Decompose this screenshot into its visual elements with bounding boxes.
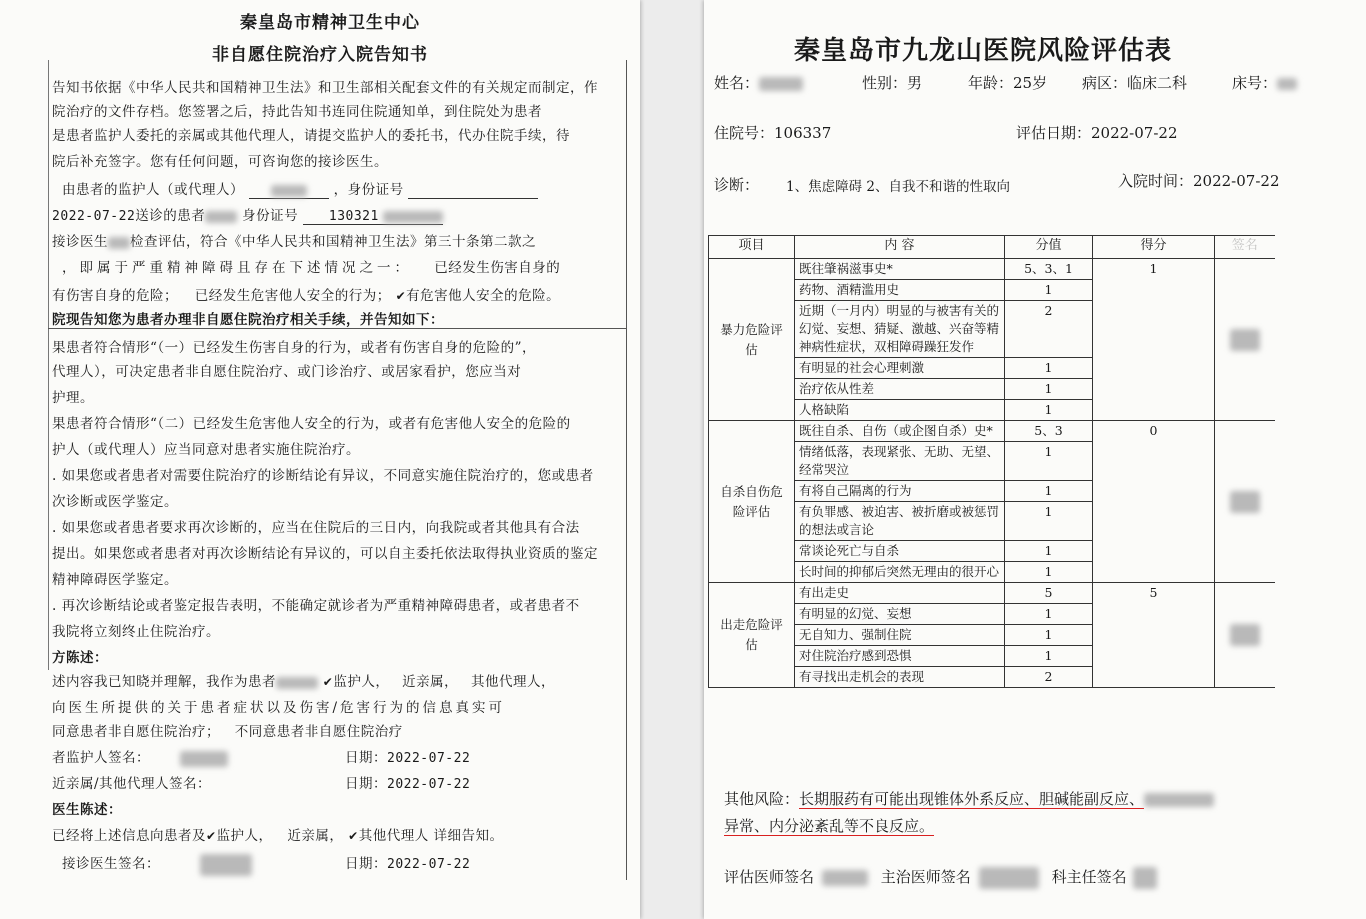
guardian-line: [62, 178, 538, 199]
redacted-signature: [822, 870, 868, 886]
item-value: 2: [1005, 667, 1093, 688]
item-value: 1: [1005, 481, 1093, 502]
option-self-harm-risk: 有伤害自身的危险；: [52, 288, 178, 304]
option-other-agent: 其他代理人: [358, 828, 429, 844]
notice-item: 我院将立刻终止住院治疗。: [52, 624, 220, 640]
bed-label: 床号：: [1232, 74, 1278, 92]
diagnosis-options: [52, 284, 560, 304]
item-content: 情绪低落，表现紧张、无助、无望、经常哭泣: [795, 442, 1005, 481]
item-value: 1: [1005, 604, 1093, 625]
relative-sign-label: 近亲属/其他代理人签名：: [52, 776, 212, 792]
category-suicide: 自杀自伤危险评估: [709, 421, 795, 583]
intro-line: 院治疗的文件存档。您签署之后，持此告知书连同住院通知单，到住院处为患者: [52, 104, 542, 120]
sent-line: [52, 204, 443, 225]
option-guardian: 监护人，: [216, 828, 273, 844]
guardian-date: [345, 746, 470, 766]
option-harm-others-done: 已经发生危害他人安全的行为；: [194, 288, 391, 304]
notice-item: . 再次诊断结论或者鉴定报告表明，不能确定就诊者为严重精神障碍患者，或者患者不: [52, 598, 580, 614]
signature-footer: [724, 866, 1157, 889]
header-item: 项目: [709, 236, 795, 259]
redacted-id: [383, 211, 443, 223]
diagnosis-label: 诊断：: [714, 176, 760, 194]
diagnosis-line: [52, 230, 536, 250]
statement-text: 述内容我已知晓并理解，我作为患者: [52, 674, 276, 690]
notice-item: 代理人），可决定患者非自愿住院治疗、或门诊治疗、或居家看护，您应当对: [52, 364, 522, 380]
statement-line: [52, 670, 555, 690]
doctor-sign-label: 接诊医生签名：: [62, 856, 160, 872]
item-value: 5、3: [1005, 421, 1093, 442]
item-value: 5、3、1: [1005, 259, 1093, 280]
risk-assessment-table: [708, 235, 1275, 688]
option-harm-others-risk: 有危害他人安全的危险。: [406, 288, 561, 304]
option-self-harm-done: 已经发生伤害自身的: [434, 260, 561, 276]
sent-text: 送诊的患者: [135, 208, 206, 224]
item-content: 有寻找出走机会的表现: [795, 667, 1005, 688]
gender-field: 性别：男: [862, 74, 923, 92]
other-risk-line: [724, 788, 1214, 809]
check-mark-icon: ✔: [322, 675, 334, 689]
date-label: 日期：: [345, 750, 387, 766]
informed-notice-page: [0, 0, 640, 919]
section-score: 1: [1093, 259, 1215, 421]
header-signature-text: 签名: [1231, 238, 1258, 253]
item-value: 1: [1005, 280, 1093, 301]
page-edge-line: [626, 60, 627, 880]
item-content: 人格缺陷: [795, 400, 1005, 421]
doctor-text-tail: 详细告知。: [433, 828, 504, 844]
redacted-signature: [200, 854, 252, 876]
signature-cell: [1215, 259, 1275, 421]
option-relative: 近亲属，: [287, 828, 344, 844]
item-value: 2: [1005, 301, 1093, 358]
ward-field: 病区：临床二科: [1082, 74, 1188, 92]
page-edge-line: [48, 60, 49, 670]
redacted-text: [1144, 793, 1214, 807]
item-value: 1: [1005, 442, 1093, 481]
item-value: 5: [1005, 583, 1093, 604]
item-content: 有明显的幻觉、妄想: [795, 604, 1005, 625]
patient-id-field: [303, 208, 443, 225]
item-content: 近期（一月内）明显的与被害有关的幻觉、妄想、猜疑、激越、兴奋等精神病性症状，双相障碍躁狂发作: [795, 301, 1005, 358]
statement-line: 向医生所提供的关于患者症状以及伤害/危害行为的信息真实可: [52, 700, 506, 716]
redacted-signature: [1230, 329, 1260, 351]
option-agree: 同意患者非自愿住院治疗；: [52, 724, 220, 740]
diag-text: 检查评估，符合《中华人民共和国精神卫生法》第三十条第二款之: [130, 234, 536, 250]
redacted-patient-name: [205, 211, 237, 223]
item-value: 1: [1005, 502, 1093, 541]
admission-number: 住院号：106337: [714, 124, 832, 142]
table-row: [709, 583, 1275, 604]
patient-id-partial: 130321: [328, 209, 379, 224]
item-value: 1: [1005, 400, 1093, 421]
intro-line: 院后补充签字。您有任何问题，可咨询您的接诊医生。: [52, 154, 388, 170]
other-risk-text: 异常、内分泌紊乱等不良反应。: [724, 817, 935, 835]
item-content: 有明显的社会心理刺激: [795, 358, 1005, 379]
redacted-doctor: [108, 237, 130, 249]
signature-cell: [1215, 583, 1275, 688]
redacted-bed: [1277, 78, 1297, 90]
notice-item: 果患者符合情形“（一）已经发生伤害自身的行为，或者有伤害自身的危险的”，: [52, 340, 537, 356]
item-content: 有出走史: [795, 583, 1005, 604]
header-content: 内 容: [795, 236, 1005, 259]
notice-item: . 如果您或者患者要求再次诊断的，应当在住院后的三日内，向我院或者其他具有合法: [52, 520, 580, 536]
redacted-name: [271, 185, 307, 197]
option-relative: 近亲属，: [402, 674, 459, 690]
table-row: [709, 421, 1275, 442]
notice-item: 精神障碍医学鉴定。: [52, 572, 178, 588]
notice-item: 护人（或代理人）应当同意对患者实施住院治疗。: [52, 442, 360, 458]
section-score: 5: [1093, 583, 1215, 688]
divider: [48, 328, 626, 329]
intro-line: 是患者监护人委托的亲属或其他代理人，请提交监护人的委托书，代办住院手续，待: [52, 128, 570, 144]
date-label: 日期：: [345, 856, 387, 872]
signature-cell: [1215, 421, 1275, 583]
date-value: 2022-07-22: [387, 751, 471, 766]
item-content: 有负罪感、被迫害、被折磨或被惩罚的想法或言论: [795, 502, 1005, 541]
document-title: 非自愿住院治疗入院告知书: [212, 45, 428, 65]
check-mark-icon: ✔: [395, 289, 407, 303]
item-value: 1: [1005, 379, 1093, 400]
attending-doctor-label: 主治医师签名: [880, 868, 971, 886]
item-content: 无自知力、强制住院: [795, 625, 1005, 646]
item-content: 有将自己隔离的行为: [795, 481, 1005, 502]
guardian-signature-row: [52, 746, 228, 767]
other-risk-line-2: [724, 815, 934, 836]
date-value: 2022-07-22: [387, 777, 471, 792]
guardian-name-field: [249, 182, 329, 199]
director-label: 科主任签名: [1051, 868, 1127, 886]
evaluation-date: 评估日期：2022-07-22: [1016, 124, 1178, 142]
eval-doctor-label: 评估医师签名: [724, 868, 815, 886]
doctor-heading: 医生陈述：: [52, 802, 122, 818]
statement-line: [52, 720, 403, 740]
patient-id-label: 身份证号: [242, 208, 299, 224]
item-value: 1: [1005, 625, 1093, 646]
redacted-signature: [1230, 624, 1260, 646]
diag-text: ，即属于严重精神障碍且存在下述情况之一：: [62, 260, 412, 276]
redacted-signature: [180, 751, 228, 767]
option-other-agent: 其他代理人，: [470, 674, 555, 690]
statement-heading: 方陈述：: [52, 650, 108, 666]
item-value: 1: [1005, 562, 1093, 583]
category-violence: 暴力危险评估: [709, 259, 795, 421]
doctor-date: [345, 852, 470, 872]
category-escape: 出走危险评估: [709, 583, 795, 688]
redacted-signature: [1230, 491, 1260, 513]
diagnosis-line: [62, 256, 560, 276]
item-value: 1: [1005, 541, 1093, 562]
item-content: 既往肇祸滋事史*: [795, 259, 1005, 280]
option-disagree: 不同意患者非自愿住院治疗: [234, 724, 403, 740]
check-mark-icon: ✔: [348, 829, 359, 843]
other-risk-label: 其他风险：: [724, 790, 800, 808]
item-content: 既往自杀、自伤（或企图自杀）史*: [795, 421, 1005, 442]
doctor-statement: [52, 824, 504, 844]
item-content: 对住院治疗感到恐惧: [795, 646, 1005, 667]
check-mark-icon: ✔: [206, 829, 217, 843]
patient-name-field: [714, 72, 803, 93]
item-content: 治疗依从性差: [795, 379, 1005, 400]
redacted-patient-name: [759, 77, 803, 91]
header-score: 得分: [1093, 236, 1215, 259]
relative-date: [345, 772, 470, 792]
sent-date: 2022-07-22: [52, 209, 136, 224]
other-risk-text: 长期服药有可能出现锥体外系反应、胆碱能副反应、: [799, 790, 1145, 808]
diagnosis-value: 1、焦虑障碍 2、自我不和谐的性取向: [786, 179, 1010, 195]
notice-item: 护理。: [52, 390, 94, 406]
guardian-label: 由患者的监护人（或代理人）: [62, 182, 244, 198]
id-label: ，身份证号: [333, 182, 404, 198]
notice-heading: 院现告知您为患者办理非自愿住院治疗相关手续，并告知如下：: [52, 312, 444, 328]
notice-item: 果患者符合情形“（二）已经发生危害他人安全的行为，或者有危害他人安全的危险的: [52, 416, 571, 432]
redacted-patient-name: [276, 677, 318, 689]
item-content: 常谈论死亡与自杀: [795, 541, 1005, 562]
name-label: 姓名：: [714, 74, 760, 92]
option-guardian: 监护人，: [333, 674, 390, 690]
notice-item: . 如果您或者患者对需要住院治疗的诊断结论有异议，不同意实施住院治疗的，您或患者: [52, 468, 594, 484]
bed-field: [1232, 72, 1297, 93]
table-header-row: [709, 236, 1275, 259]
diag-doctor-label: 接诊医生: [52, 234, 108, 250]
redacted-signature: [1133, 867, 1157, 889]
item-value: 1: [1005, 646, 1093, 667]
notice-item: 提出。如果您或者患者对再次诊断结论有异议的，可以自主委托依法取得执业资质的鉴定: [52, 546, 598, 562]
admission-time: 入院时间：2022-07-22: [1118, 172, 1280, 190]
age-field: 年龄：25岁: [968, 74, 1048, 92]
header-signature: [1215, 236, 1275, 259]
organization-name: 秦皇岛市精神卫生中心: [240, 13, 420, 33]
doctor-text: 已经将上述信息向患者及: [52, 828, 206, 844]
item-content: 长时间的抑郁后突然无理由的很开心: [795, 562, 1005, 583]
doctor-signature-row: [62, 852, 252, 876]
item-value: 1: [1005, 358, 1093, 379]
id-number-field: [408, 182, 538, 199]
guardian-sign-label: 者监护人签名：: [52, 750, 150, 766]
date-value: 2022-07-22: [387, 857, 471, 872]
table-row: [709, 259, 1275, 280]
date-label: 日期：: [345, 776, 387, 792]
item-content: 药物、酒精滥用史: [795, 280, 1005, 301]
header-value: 分值: [1005, 236, 1093, 259]
risk-assessment-page: [704, 0, 1366, 919]
notice-item: 次诊断或医学鉴定。: [52, 494, 178, 510]
intro-line: 告知书依据《中华人民共和国精神卫生法》和卫生部相关配套文件的有关规定而制定，作: [52, 80, 598, 96]
document-title: 秦皇岛市九龙山医院风险评估表: [794, 36, 1173, 66]
section-score: 0: [1093, 421, 1215, 583]
redacted-signature: [979, 867, 1039, 889]
